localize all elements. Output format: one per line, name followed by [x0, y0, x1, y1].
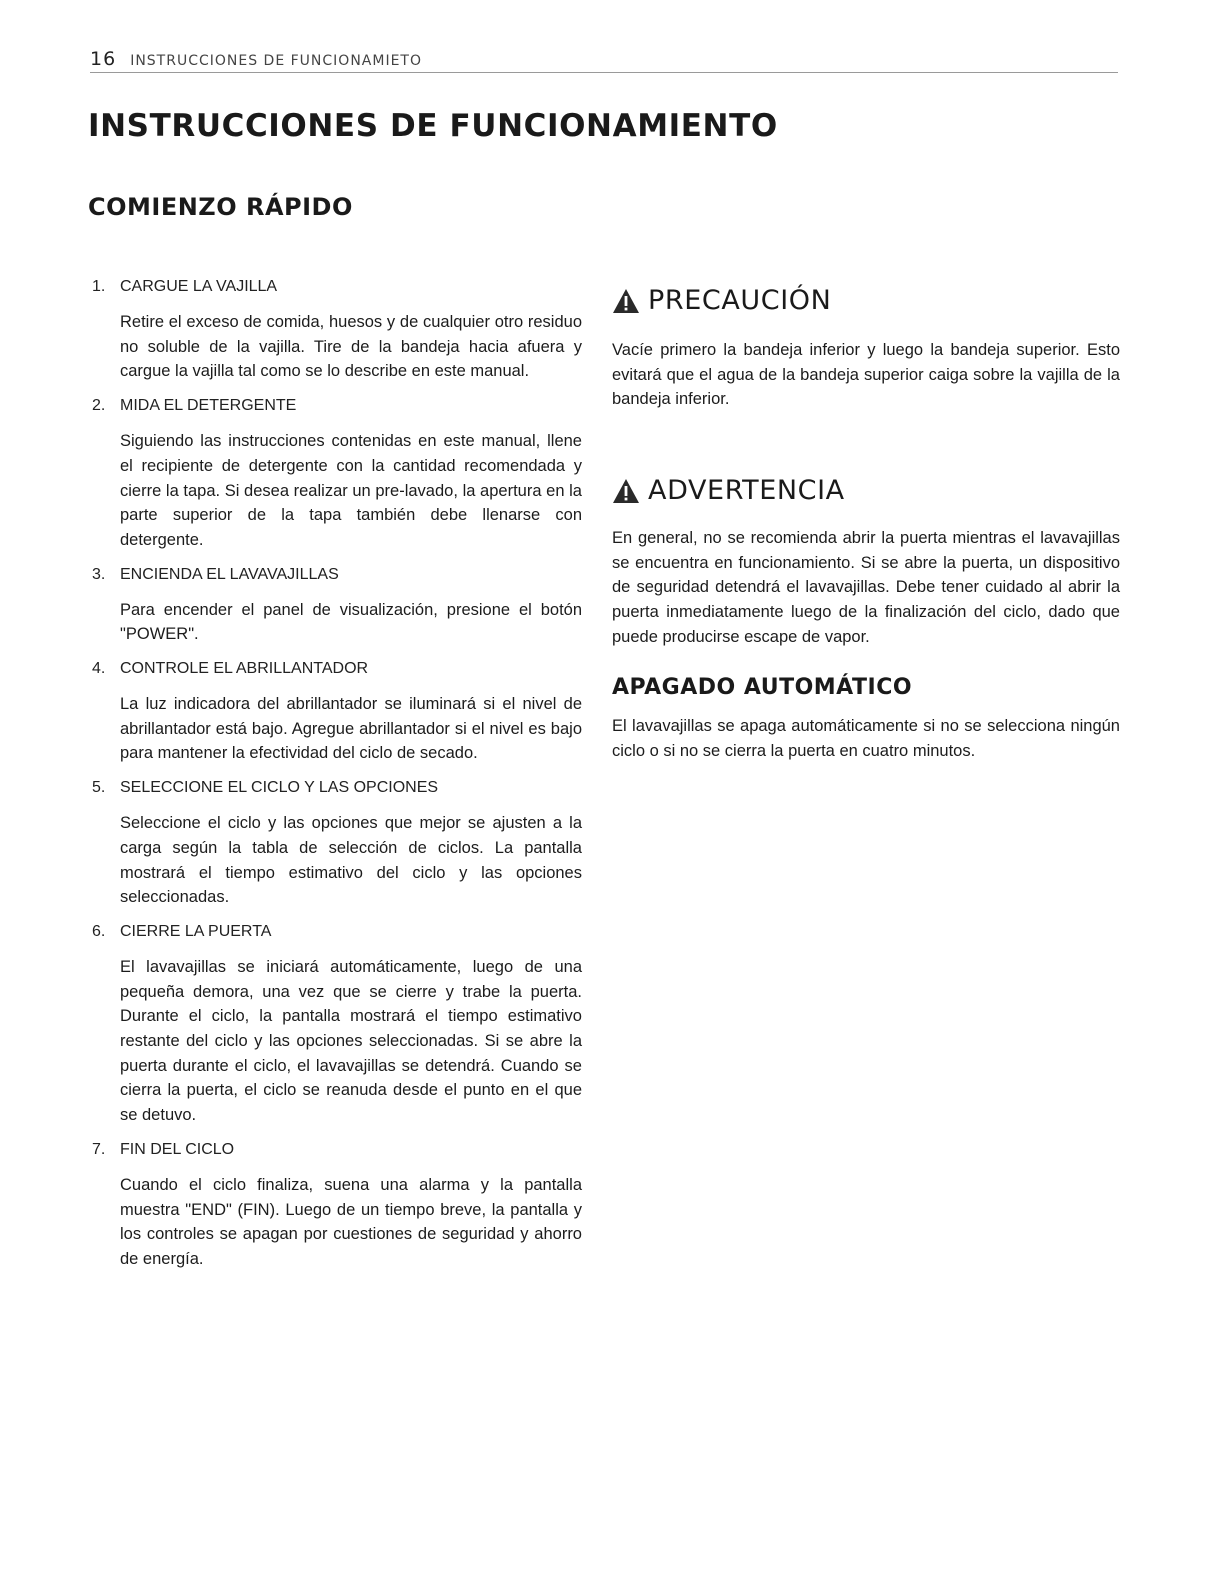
step-number: 3.	[92, 565, 106, 583]
quick-start-steps	[92, 276, 582, 1283]
step-body: Para encender el panel de visualización, presione el botón "POWER".	[120, 600, 582, 644]
step-heading-text: CARGUE LA VAJILLA	[120, 278, 278, 295]
step-body: Cuando el ciclo finaliza, suena una alarma y la pantalla muestra "END" (FIN). Luego de un tiempo breve, la pantalla y los controles se apagan por cuestiones de seguridad y ahorro de energía.	[120, 1175, 582, 1268]
step-number: 4.	[92, 660, 106, 678]
caution-title	[612, 285, 1120, 316]
running-title: INSTRUCCIONES DE FUNCIONAMIETO	[130, 53, 423, 69]
step-item	[92, 921, 582, 1128]
step-item	[92, 564, 582, 647]
step-heading	[92, 921, 582, 943]
step-body: El lavavajillas se iniciará automáticamente, luego de una pequeña demora, una vez que se cierre y trabe la puerta. Durante el ciclo, la pantalla mostrará el tiempo estimativo restante del ciclo y las opciones seleccionadas. Si se abre la puerta durante el ciclo, el lavavajillas se detendrá. Cuando se cierra la puerta, el ciclo se reanuda desde el punto en el que se detuvo.	[120, 957, 582, 1125]
caution-notice	[612, 285, 1120, 412]
quick-start-title: COMIENZO RÁPIDO	[88, 193, 353, 221]
step-body: Siguiendo las instrucciones contenidas en este manual, llene el recipiente de detergente con la cantidad recomendada y cierre la tapa. Si desea realizar un pre-lavado, la apertura en la parte superior de la tapa también debe llenarse con detergente.	[120, 432, 582, 549]
step-body: Retire el exceso de comida, huesos y de cualquier otro residuo no soluble de la vajilla. Tire de la bandeja hacia afuera y cargue la vajilla tal como se lo describe en este manual.	[120, 313, 582, 381]
step-heading-text: MIDA EL DETERGENTE	[120, 397, 297, 415]
auto-off-section	[612, 675, 1120, 763]
step-heading-text: SELECCIONE EL CICLO Y LAS OPCIONES	[120, 779, 439, 797]
step-body: La luz indicadora del abrillantador se iluminará si el nivel de abrillantador está bajo. Agregue abrillantador si el nivel es bajo para mantener la efectividad del ciclo de secado.	[120, 695, 582, 763]
step-heading	[92, 777, 582, 799]
step-number: 5.	[92, 779, 106, 797]
caution-text: Vacíe primero la bandeja inferior y luego la bandeja superior. Esto evitará que el agua de la bandeja superior caiga sobre la vajilla de la bandeja inferior.	[612, 341, 1120, 409]
step-heading	[92, 564, 582, 586]
step-heading-text: CIERRE LA PUERTA	[120, 922, 272, 940]
running-header	[90, 48, 1118, 73]
step-number: 6.	[92, 922, 106, 940]
auto-off-text: El lavavajillas se apaga automáticamente si no se selecciona ningún ciclo o si no se cierra la puerta en cuatro minutos.	[612, 717, 1120, 760]
step-heading-text: CONTROLE EL ABRILLANTADOR	[120, 660, 369, 678]
step-heading	[92, 395, 582, 417]
step-number: 1.	[92, 278, 106, 295]
auto-off-title: APAGADO AUTOMÁTICO	[612, 675, 913, 700]
warning-notice	[612, 475, 1120, 650]
step-item	[92, 658, 582, 766]
step-number: 2.	[92, 397, 106, 415]
step-heading-text: FIN DEL CICLO	[120, 1140, 235, 1158]
step-heading	[92, 1139, 582, 1161]
step-item	[92, 1139, 582, 1272]
step-item	[92, 276, 582, 384]
page-number: 16	[90, 48, 117, 70]
step-heading	[92, 276, 582, 298]
warning-triangle-icon	[612, 288, 640, 314]
step-number: 7.	[92, 1140, 106, 1158]
step-heading-text: ENCIENDA EL LAVAVAJILLAS	[120, 565, 339, 583]
step-body: Seleccione el ciclo y las opciones que mejor se ajusten a la carga según la tabla de selección de ciclos. La pantalla mostrará el tiempo estimativo del ciclo y las opciones seleccionadas.	[120, 814, 582, 907]
step-heading	[92, 658, 582, 680]
warning-triangle-icon	[612, 478, 640, 504]
step-item	[92, 777, 582, 910]
caution-title-text: PRECAUCIÓN	[648, 285, 832, 316]
warning-text: En general, no se recomienda abrir la puerta mientras el lavavajillas se encuentra en funcionamiento. Si se abre la puerta, un dispositivo de seguridad detendrá el lavavajillas. Debe tener cuidado al abrir la puerta inmediatamente luego de la finalización del ciclo, dado que puede producirse escape de vapor.	[612, 529, 1120, 646]
step-item	[92, 395, 582, 553]
warning-title-text: ADVERTENCIA	[648, 475, 845, 506]
warning-title	[612, 475, 1120, 506]
page-title: INSTRUCCIONES DE FUNCIONAMIENTO	[88, 108, 778, 144]
